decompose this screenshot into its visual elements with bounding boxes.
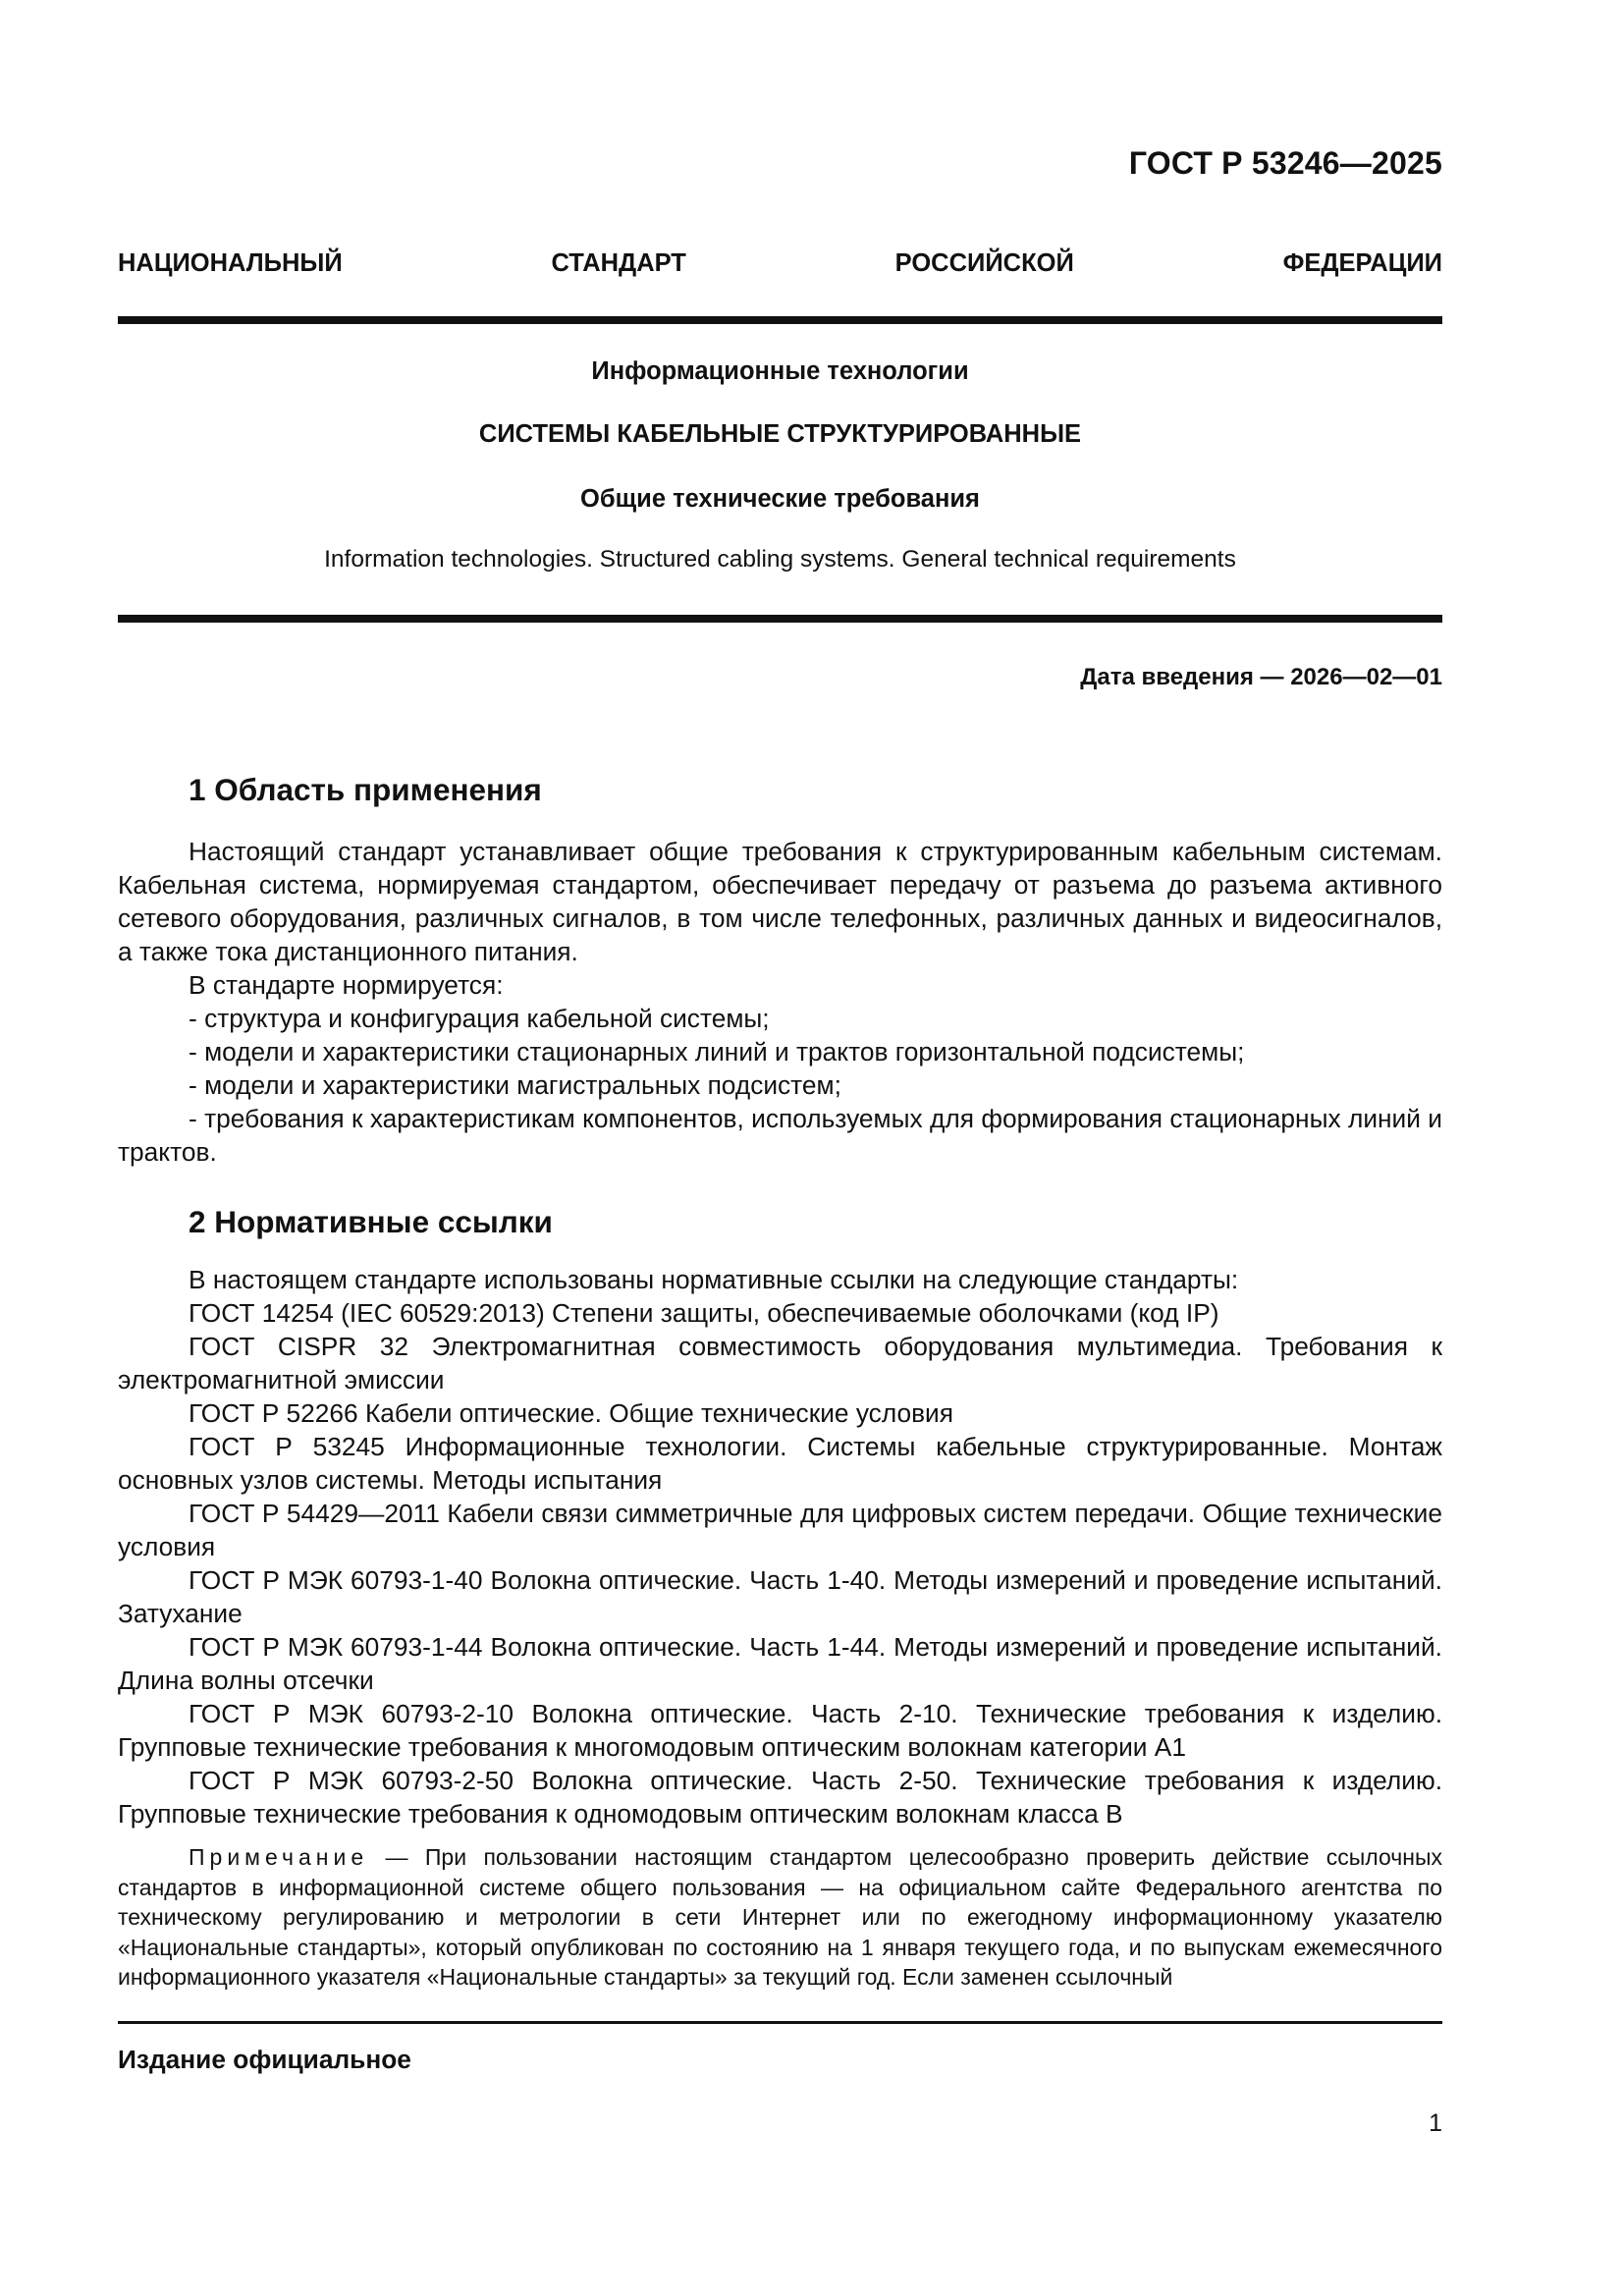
section-2-heading: 2 Нормативные ссылки	[189, 1204, 553, 1239]
reference-item: ГОСТ Р 53245 Информационные технологии. Системы кабельные структурированные. Монтаж основных узлов системы. Методы испытания	[118, 1432, 1442, 1495]
reference-item: ГОСТ CISPR 32 Электромагнитная совместимость оборудования мультимедиа. Требования к электромагнитной эмиссии	[118, 1332, 1442, 1394]
section-1-heading: 1 Область применения	[189, 772, 542, 807]
reference-item: ГОСТ Р 54429—2011 Кабели связи симметричные для цифровых систем передачи. Общие технические условия	[118, 1499, 1442, 1561]
reference-item: ГОСТ Р МЭК 60793-2-10 Волокна оптические. Часть 2-10. Технические требования к изделию. Групповые технические требования к многомодовым оптическим волокнам категории А1	[118, 1699, 1442, 1762]
note-label: Примечание	[189, 1844, 369, 1870]
references-note	[118, 1842, 1442, 1993]
standard-designation: ГОСТ Р 53246—2025	[1128, 145, 1442, 181]
title-line-2: СИСТЕМЫ КАБЕЛЬНЫЕ СТРУКТУРИРОВАННЫЕ	[478, 420, 1082, 448]
scope-list-item: - модели и характеристики магистральных подсистем;	[189, 1070, 841, 1100]
title-line-1: Информационные технологии	[591, 357, 969, 385]
note-text: — При пользовании настоящим стандартом целесообразно проверить действие ссылочных стандартов в информационной системе общего пользования — на официальном сайте Федерального агентства по техническому регулированию и метрологии в сети Интернет или по ежегодному информационному указателю «Национальные стандарты», который опубликован по состоянию на 1 января текущего года, и по выпускам ежемесячного информационного указателя «Национальные стандарты» за текущий год. Если заменен ссылочный	[118, 1844, 1442, 1991]
section-2-body	[118, 1263, 1442, 1831]
scope-list-item: - структура и конфигурация кабельной системы;	[189, 1004, 770, 1033]
title-bottom-rule	[118, 615, 1442, 623]
official-edition-label: Издание официальное	[118, 2045, 411, 2074]
reference-item: ГОСТ Р МЭК 60793-1-44 Волокна оптические. Часть 1-44. Методы измерений и проведение испытаний. Длина волны отсечки	[118, 1632, 1442, 1695]
reference-item: ГОСТ Р 52266 Кабели оптические. Общие технические условия	[189, 1398, 953, 1428]
scope-paragraph: Настоящий стандарт устанавливает общие требования к структурированным кабельным системам. Кабельная система, нормируемая стандартом, обеспечивает передачу от разъема до разъема активного сетевого оборудования, различных сигналов, в том числе телефонных, различных данных и видеосигналов, а также тока дистанционного питания.	[118, 837, 1442, 966]
effective-date: Дата введения — 2026—02—01	[1080, 664, 1442, 690]
section-1-body	[118, 835, 1442, 1169]
reference-item: ГОСТ Р МЭК 60793-1-40 Волокна оптические. Часть 1-40. Методы измерений и проведение испытаний. Затухание	[118, 1565, 1442, 1628]
top-rule	[118, 316, 1442, 324]
references-intro: В настоящем стандарте использованы нормативные ссылки на следующие стандарты:	[189, 1265, 1239, 1294]
national-standard-banner: НАЦИОНАЛЬНЫЙ СТАНДАРТ РОССИЙСКОЙ ФЕДЕРАЦИИ	[118, 249, 1442, 277]
title-english: Information technologies. Structured cabling systems. General technical requirements	[324, 546, 1236, 573]
reference-item: ГОСТ 14254 (IEC 60529:2013) Степени защиты, обеспечиваемые оболочками (код IP)	[189, 1298, 1219, 1328]
reference-item: ГОСТ Р МЭК 60793-2-50 Волокна оптические. Часть 2-50. Технические требования к изделию. Групповые технические требования к одномодовым оптическим волокнам класса В	[118, 1766, 1442, 1829]
page-number: 1	[1429, 2109, 1442, 2137]
scope-list-item: - модели и характеристики стационарных линий и трактов горизонтальной подсистемы;	[189, 1037, 1245, 1066]
footer-rule	[118, 2021, 1442, 2024]
scope-list-item: - требования к характеристикам компонентов, используемых для формирования стационарных линий и трактов.	[118, 1104, 1442, 1167]
title-line-3: Общие технические требования	[580, 485, 980, 513]
scope-list-intro: В стандарте нормируется:	[189, 970, 504, 1000]
